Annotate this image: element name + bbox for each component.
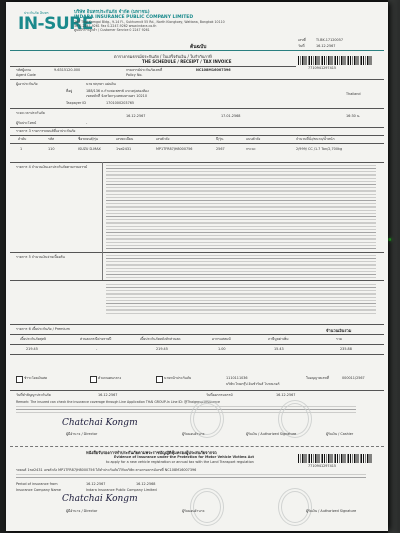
footer-period-to: 16.12.2568 [136, 482, 156, 486]
address-line-2: Tel 0-2247-9261 Fax 0-2247-9262 www.indara.co.th [74, 24, 157, 28]
footer-authorized-label: ผู้รับมอบอำนาจ [182, 509, 205, 513]
vehicle-cell: 110 [48, 147, 55, 151]
agent-code-label: รหัสผู้แทน [16, 68, 31, 72]
premium-cell: 1.00 [218, 347, 226, 351]
divider [10, 79, 384, 80]
beneficiary-value: - [86, 121, 88, 125]
cash-payment-label: ชำระโดยเงินสด [24, 376, 48, 380]
doc-no-value: TI.BK.17120057 [316, 38, 344, 42]
vehicle-cell: MP1TFR87JH8000756 [156, 147, 193, 151]
divider [10, 162, 384, 163]
premium-total-label: จำนวนเงินรวม [326, 328, 352, 333]
period-label: ระยะเวลาประกันภัย [16, 111, 45, 115]
terms-fine-print [106, 284, 376, 314]
coverage-section-4: รายการ 4 จำนวนเงินเอาประกันภัยตามกรมธรรม์ [16, 165, 88, 169]
doc-date-label: วันที่ [298, 44, 305, 48]
company-logo: IN-SURE [18, 14, 93, 34]
document-page [6, 2, 388, 531]
vehicle-header-cell: เลขทะเบียน [116, 137, 134, 141]
divider [10, 252, 384, 253]
license-value: 000011/2567 [342, 376, 365, 380]
divider [10, 354, 384, 355]
vehicle-header-cell: แบบตัวถัง [246, 137, 261, 141]
vehicle-section-label: รายการ 3 รายการรถยนต์ที่เอาประกันภัย [16, 129, 76, 133]
certificate-line-1: รถยนต์ 1ขส2431 เลขตัวถัง MP1TFR87JH8000756 ได้ทำประกันภัยไว้กับบริษัท ตามกรมธรรม์เลขที่ NC108M16007396 [16, 468, 197, 472]
footer-barcode [298, 454, 372, 463]
period-time: 16:30 น. [346, 114, 361, 118]
watermark-seal [190, 488, 224, 526]
taxpayer-id: 1701000203765 [106, 101, 135, 105]
agent-checkbox [90, 376, 97, 383]
schedule-title-en: THE SCHEDULE / RECEIPT / TAX INVOICE [142, 59, 232, 64]
background-surface [388, 0, 400, 533]
premium-cell: 15.43 [274, 347, 284, 351]
divider [10, 390, 384, 391]
indicator-light [388, 238, 391, 241]
vehicle-cell: 1ขส2431 [116, 147, 132, 151]
certificate-title-th: หนังสือรับรองการทำประกันภัยตามพระราชบัญญัติคุ้มครองผู้ประสบภัยจากรถ [86, 450, 217, 455]
broker-label: นายหน้าประกันภัย [164, 376, 192, 380]
beneficiary-label: ผู้รับประโยชน์ [16, 121, 37, 125]
barcode [298, 56, 372, 65]
policy-no-label: กรมธรรม์ประกันภัยเลขที่ [126, 68, 163, 72]
authorized-label: ผู้รับมอบอำนาจ [182, 432, 205, 436]
vehicle-header-cell: ปี/รุ่น [216, 137, 224, 141]
divider [10, 66, 296, 67]
vehicle-cell: กระบะ [246, 147, 256, 151]
premium-cell: 219.45 [26, 347, 38, 351]
director-label: ผู้มีอำนาจ / Director [66, 432, 98, 436]
premium-header-cell: เบี้ยประกันภัยสุทธิ [20, 337, 47, 341]
company-address [74, 20, 225, 32]
policy-no-value: NC108M16007396 [196, 68, 231, 72]
certificate-subtitle: to apply for a new vehicle registration or annual tax with the Land Transport regulation [106, 460, 254, 464]
taxpayer-id-label: Taxpayer ID [66, 101, 86, 105]
header-divider [10, 50, 384, 51]
insured-name: นาย พฤกษา แผ่นดิน [86, 82, 116, 86]
line-remark: Remark: The insured can check the insurance coverage through Line Application THAI GROUP-In Line ID: @Thaigroup-insurance [16, 400, 220, 404]
premium-cell: 235.88 [340, 347, 352, 351]
doc-no-label: เลขที่ [298, 38, 306, 42]
divider [10, 334, 384, 335]
divider [102, 162, 103, 252]
license-label: ใบอนุญาตเลขที่ [306, 376, 329, 380]
insured-label: ผู้เอาประกันภัย [16, 82, 38, 86]
footer-period-from: 16.12.2567 [86, 482, 106, 486]
vehicle-header-cell: รหัส [48, 137, 55, 141]
cash-payment-checkbox [16, 376, 23, 383]
preliminary-fine-print [106, 255, 376, 279]
certificate-title-en: Evidence of Insurance under the Protection for Motor Vehicle Victims Act [114, 455, 254, 459]
company-name-th: บริษัท อินทรประกันภัย จำกัด (มหาชน) [74, 10, 150, 15]
schedule-title-th: ตารางกรมธรรม์ประกันภัย / ใบเสร็จรับเงิน / ใบกำกับภาษี [114, 54, 212, 59]
company-name-en: INDARA INSURANCE PUBLIC COMPANY LIMITED [74, 15, 194, 20]
divider [102, 252, 103, 280]
vehicle-header-cell: ชื่อรถยนต์/รุ่น [78, 137, 98, 141]
divider [10, 108, 384, 109]
vehicle-header-cell: จำนวนที่นั่ง/ขนาด/น้ำหนัก [296, 137, 335, 141]
footer-barcode-number: 7710941297415 [308, 464, 337, 468]
agent-code-value: 9-6315120-000 [54, 68, 81, 72]
divider [10, 143, 384, 144]
coverage-fine-print [106, 165, 376, 251]
divider [10, 280, 384, 281]
footer-company-label: Insurance Company Name [16, 488, 61, 492]
agent-code-label-en: Agent Code [16, 73, 36, 77]
footer-director-signature: Chatchai Kongm [62, 494, 138, 504]
issue-date-label: วันที่ทำสัญญาประกันภัย [16, 393, 51, 397]
premium-header-cell: ภาษีมูลค่าเพิ่ม [268, 337, 289, 341]
premium-section-label: รายการ 6 เบี้ยประกันภัย / Premium [16, 327, 70, 331]
original-heading: ต้นฉบับ [190, 44, 207, 50]
barcode-number: 7710941297415 [308, 66, 337, 70]
broker-checkbox [156, 376, 163, 383]
footer-signature-label: ผู้รับเงิน / Authorized Signature [306, 509, 357, 513]
coverage-section-5: รายการ 5 จำนวนเงินจ่ายเบื้องต้น [16, 255, 65, 259]
address-line-3: ศูนย์บริการลูกค้า / Customer Service 0 2247 9261 [74, 28, 150, 32]
footer-director-label: ผู้มีอำนาจ / Director [66, 509, 98, 513]
vehicle-cell: 2567 [216, 147, 225, 151]
tear-line [10, 446, 384, 448]
premium-cell: 219.45 [156, 347, 168, 351]
footer-company-value: Indara Insurance Public Company Limited [86, 488, 157, 492]
premium-header-cell: เบี้ยประกันภัยหลังหักส่วนลด [140, 337, 181, 341]
period-to: 17.01.2568 [221, 114, 241, 118]
divider [10, 135, 384, 136]
policy-date-label: วันที่ออกกรมธรรม์ [206, 393, 233, 397]
authorized-signature-label: ผู้รับเงิน / Authorized Signature [246, 432, 297, 436]
insured-address: 188/136 ถ.กำแพงเพชร6 แขวงทุ่งสองห้อง [86, 89, 149, 93]
vehicle-cell: 2/999/ CC /1.7 Ton/2,700kg [296, 147, 343, 151]
policy-no-label-en: Policy No. [126, 73, 143, 77]
logo-subtitle: ประกันภัย อินทร [24, 11, 49, 15]
company-name [74, 10, 193, 20]
vehicle-header-cell: ลำดับ [18, 137, 27, 141]
footer-period-label: Period of insurance from [16, 482, 58, 486]
broker-name: บริษัท ไทยกรุ๊ป อินชัวรันส์ โบรคเกอร์ [226, 382, 280, 386]
agent-label: ตัวแทนคนกลาง [98, 376, 122, 380]
watermark-seal [278, 488, 312, 526]
premium-header-cell: รวม [336, 337, 342, 341]
divider [10, 344, 384, 345]
insured-address-label: ที่อยู่ [66, 89, 73, 93]
cashier-label: ผู้รับเงิน / Cashier [326, 432, 354, 436]
premium-header-cell: อากรแสตมป์ [212, 337, 231, 341]
director-signature: Chatchai Kongm [62, 418, 138, 428]
divider [10, 324, 384, 325]
country: Thailand [346, 92, 361, 96]
period-from: 16.12.2567 [126, 114, 146, 118]
policy-date: 16.12.2567 [276, 393, 296, 397]
agent-code: 1110111036 [226, 376, 248, 380]
vehicle-cell: ISUZU D-MAX [78, 147, 101, 151]
certificate-fine-print [16, 474, 366, 480]
vehicle-cell: 1 [20, 147, 23, 151]
premium-cell: - [96, 347, 98, 351]
doc-date-value: 16.12.2567 [316, 44, 336, 48]
address-line-1: 364 Thai Kamgai Bldg., 9-14 Fl., Sukhumvit 55 Rd., North Klongtoey, Wattana, Bangkok 10110 [74, 20, 225, 24]
divider [10, 127, 384, 128]
vehicle-header-cell: เลขตัวถัง [156, 137, 170, 141]
issue-date: 16.12.2567 [98, 393, 118, 397]
premium-header-cell: ส่วนลดกรณีจ่ายรายปี [80, 337, 112, 341]
insured-address-2: เขตหลักสี่ จังหวัดกรุงเทพมหานคร 10210 [86, 94, 147, 98]
